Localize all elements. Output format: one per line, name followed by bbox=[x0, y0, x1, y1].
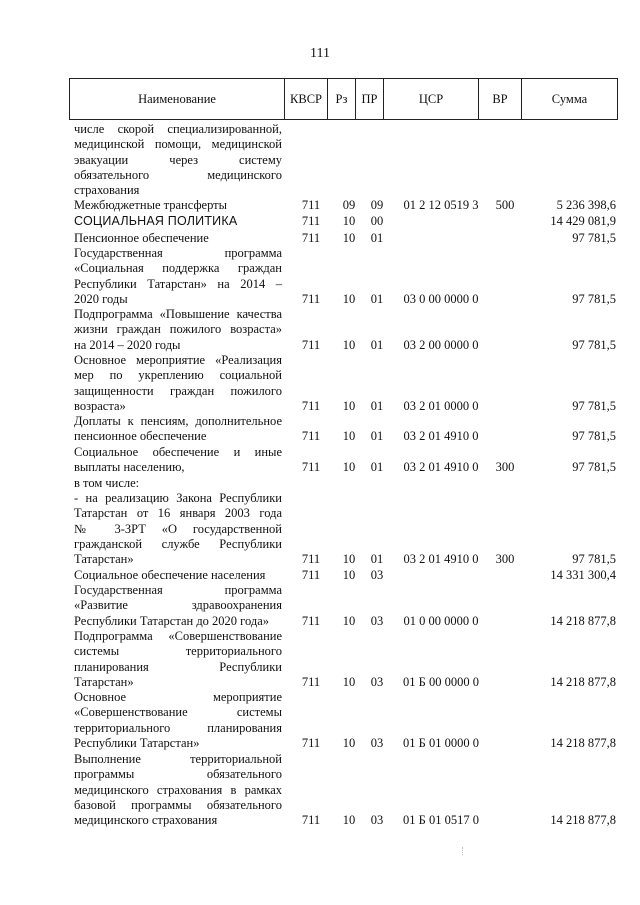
column-header-name: Наименование bbox=[70, 79, 285, 120]
row-name bbox=[74, 491, 282, 567]
row-name-line: «Совершенствование системы bbox=[74, 705, 282, 720]
row-pr: 03 bbox=[370, 568, 384, 582]
row-name-line: пенсионное обеспечение bbox=[74, 429, 207, 444]
row-pr: 03 bbox=[370, 813, 384, 828]
row-name-line: № 3-ЗРТ «О государственной bbox=[74, 521, 282, 536]
row-pr: 01 bbox=[370, 398, 384, 413]
row-pr: 01 bbox=[370, 291, 384, 306]
row-name-line: обязательного медицинского bbox=[74, 167, 282, 182]
row-sum: 97 781,5 bbox=[572, 337, 616, 352]
row-csr: 01 Б 00 0000 0 bbox=[403, 674, 479, 689]
row-name-line: Республики Татарстан до 2020 года» bbox=[74, 613, 270, 628]
row-kvsr: 711 bbox=[301, 674, 321, 689]
row-pr: 03 bbox=[370, 735, 384, 750]
row-name-line: Татарстан от 16 января 2003 года bbox=[74, 506, 282, 521]
row-name-line: числе скорой специализированной, bbox=[74, 122, 282, 136]
row-kvsr: 711 bbox=[301, 291, 321, 306]
row-sum: 14 218 877,8 bbox=[550, 674, 616, 689]
row-kvsr: 711 bbox=[301, 214, 321, 228]
row-kvsr: 711 bbox=[301, 398, 321, 413]
row-name-line: Государственная программа bbox=[74, 583, 282, 597]
row-rz: 10 bbox=[342, 291, 356, 306]
row-kvsr: 711 bbox=[301, 735, 321, 750]
row-csr: 03 0 00 0000 0 bbox=[403, 291, 479, 306]
row-name-line: Пенсионное обеспечение bbox=[74, 231, 209, 245]
row-name bbox=[74, 246, 282, 307]
row-name bbox=[74, 414, 282, 445]
row-name bbox=[74, 690, 282, 751]
row-name-line: Подпрограмма «Повышение качества bbox=[74, 307, 282, 321]
row-rz: 10 bbox=[342, 337, 356, 352]
row-name-line: жизни граждан пожилого возраста» bbox=[74, 322, 282, 337]
row-csr: 01 2 12 0519 3 bbox=[403, 198, 479, 212]
row-pr: 00 bbox=[370, 214, 384, 228]
row-name-line: Социальное обеспечение населения bbox=[74, 568, 266, 582]
row-sum: 14 218 877,8 bbox=[550, 813, 616, 828]
row-sum: 14 429 081,9 bbox=[550, 214, 616, 228]
table-row bbox=[0, 307, 640, 353]
row-name bbox=[74, 307, 282, 353]
row-name-line: Межбюджетные трансферты bbox=[74, 198, 228, 212]
row-rz: 10 bbox=[342, 460, 356, 475]
row-name-line: мер по укреплению социальной bbox=[74, 368, 282, 383]
row-name-line: Татарстан» bbox=[74, 552, 134, 567]
row-pr: 01 bbox=[370, 460, 384, 475]
row-name bbox=[74, 568, 282, 583]
table-row bbox=[0, 231, 640, 246]
table-row bbox=[0, 214, 640, 229]
row-sum: 14 331 300,4 bbox=[550, 568, 616, 582]
row-rz: 10 bbox=[342, 674, 356, 689]
table-row bbox=[0, 568, 640, 583]
row-rz: 10 bbox=[342, 398, 356, 413]
row-name bbox=[74, 476, 282, 491]
row-pr: 01 bbox=[370, 231, 384, 245]
row-kvsr: 711 bbox=[301, 613, 321, 628]
row-name bbox=[74, 353, 282, 414]
row-name-line: страхования bbox=[74, 183, 140, 198]
table-row bbox=[0, 414, 640, 445]
row-csr: 03 2 01 4910 0 bbox=[403, 460, 479, 475]
column-header-csr: ЦСР bbox=[384, 79, 479, 120]
row-sum: 97 781,5 bbox=[572, 398, 616, 413]
column-header-vr: ВР bbox=[479, 79, 522, 120]
row-name-line: Татарстан» bbox=[74, 674, 134, 689]
row-name-line: Республики Татарстан» bbox=[74, 735, 200, 750]
row-csr: 03 2 01 4910 0 bbox=[403, 552, 479, 567]
table-row bbox=[0, 353, 640, 414]
page-number: 111 bbox=[310, 46, 330, 61]
table-row bbox=[0, 476, 640, 491]
row-name-line: Основное мероприятие «Реализация bbox=[74, 353, 282, 367]
row-name-line: «Социальная поддержка граждан bbox=[74, 261, 282, 276]
row-rz: 10 bbox=[342, 568, 356, 582]
table-row bbox=[0, 198, 640, 213]
row-pr: 01 bbox=[370, 337, 384, 352]
table-row bbox=[0, 690, 640, 751]
row-csr: 03 2 00 0000 0 bbox=[403, 337, 479, 352]
row-kvsr: 711 bbox=[301, 231, 321, 245]
table-row bbox=[0, 629, 640, 690]
row-name-line: защищенности граждан пожилого bbox=[74, 383, 282, 398]
row-kvsr: 711 bbox=[301, 552, 321, 567]
row-sum: 97 781,5 bbox=[572, 552, 616, 567]
row-pr: 01 bbox=[370, 552, 384, 567]
row-name bbox=[74, 198, 282, 213]
row-pr: 03 bbox=[370, 613, 384, 628]
row-name-line: эвакуации через системy bbox=[74, 152, 282, 167]
row-name bbox=[74, 752, 282, 828]
row-name-line: программы обязательного bbox=[74, 767, 282, 782]
row-name-line: Основное мероприятие bbox=[74, 690, 282, 704]
row-name-line: - на реализацию Закона Республики bbox=[74, 491, 282, 505]
row-name-line: Республики Татарстан» на 2014 – bbox=[74, 276, 282, 291]
row-sum: 5 236 398,6 bbox=[556, 198, 616, 212]
row-pr: 01 bbox=[370, 429, 384, 444]
table-row bbox=[0, 752, 640, 829]
row-kvsr: 711 bbox=[301, 198, 321, 212]
row-sum: 97 781,5 bbox=[572, 291, 616, 306]
column-header-sum: Сумма bbox=[522, 79, 618, 120]
row-name-line: 2020 годы bbox=[74, 291, 128, 306]
row-rz: 10 bbox=[342, 214, 356, 228]
row-name bbox=[74, 629, 282, 690]
row-name-line: Доплаты к пенсиям, дополнительное bbox=[74, 414, 282, 428]
row-name-line: планирования Республики bbox=[74, 659, 282, 674]
row-csr: 03 2 01 0000 0 bbox=[403, 398, 479, 413]
row-name-line: медицинской помощи, медицинской bbox=[74, 137, 282, 152]
table-row bbox=[0, 491, 640, 568]
row-rz: 10 bbox=[342, 813, 356, 828]
row-name-line: Социальное обеспечение и иные bbox=[74, 445, 282, 459]
row-name-line: территориального планирования bbox=[74, 720, 282, 735]
row-csr: 03 2 01 4910 0 bbox=[403, 429, 479, 444]
row-rz: 10 bbox=[342, 429, 356, 444]
row-csr: 01 0 00 0000 0 bbox=[403, 613, 479, 628]
row-sum: 14 218 877,8 bbox=[550, 613, 616, 628]
scan-mark bbox=[462, 847, 464, 855]
row-name-line: выплаты населению, bbox=[74, 460, 185, 475]
row-name-line: «Развитие здравоохранения bbox=[74, 598, 282, 613]
row-name bbox=[74, 231, 282, 246]
row-name bbox=[74, 583, 282, 629]
row-pr: 03 bbox=[370, 674, 384, 689]
row-name-line: Подпрограмма «Совершенствование bbox=[74, 629, 282, 643]
row-rz: 10 bbox=[342, 231, 356, 245]
row-rz: 10 bbox=[342, 613, 356, 628]
row-pr: 09 bbox=[370, 198, 384, 212]
column-header-kvsr: КВСР bbox=[285, 79, 328, 120]
row-rz: 10 bbox=[342, 735, 356, 750]
row-name-line: Выполнение территориальной bbox=[74, 752, 282, 766]
row-name-line: возраста» bbox=[74, 398, 126, 413]
row-sum: 14 218 877,8 bbox=[550, 735, 616, 750]
row-vr: 500 bbox=[495, 198, 515, 212]
row-kvsr: 711 bbox=[301, 337, 321, 352]
table-row bbox=[0, 445, 640, 476]
row-kvsr: 711 bbox=[301, 460, 321, 475]
row-name-line: Государственная программа bbox=[74, 246, 282, 260]
table-row bbox=[0, 246, 640, 307]
column-header-rz: Рз bbox=[328, 79, 356, 120]
row-vr: 300 bbox=[495, 460, 515, 475]
row-name bbox=[74, 445, 282, 476]
row-name-line: гражданской службе Республики bbox=[74, 536, 282, 551]
row-name-line: в том числе: bbox=[74, 476, 140, 490]
row-rz: 10 bbox=[342, 552, 356, 567]
row-rz: 09 bbox=[342, 198, 356, 212]
row-kvsr: 711 bbox=[301, 429, 321, 444]
row-sum: 97 781,5 bbox=[572, 460, 616, 475]
row-name-line: системы территориального bbox=[74, 644, 282, 659]
row-vr: 300 bbox=[495, 552, 515, 567]
row-sum: 97 781,5 bbox=[572, 231, 616, 245]
row-name-line: базовой программы обязательного bbox=[74, 797, 282, 812]
table-row bbox=[0, 122, 640, 199]
row-name-line: СОЦИАЛЬНАЯ ПОЛИТИКА bbox=[74, 214, 238, 228]
row-csr: 01 Б 01 0000 0 bbox=[403, 735, 479, 750]
table-row bbox=[0, 583, 640, 629]
row-name bbox=[74, 214, 282, 229]
row-kvsr: 711 bbox=[301, 813, 321, 828]
row-csr: 01 Б 01 0517 0 bbox=[403, 813, 479, 828]
row-kvsr: 711 bbox=[301, 568, 321, 582]
row-name-line: медицинского страхования в рамках bbox=[74, 782, 282, 797]
row-name bbox=[74, 122, 282, 198]
row-sum: 97 781,5 bbox=[572, 429, 616, 444]
row-name-line: на 2014 – 2020 годы bbox=[74, 337, 181, 352]
row-name-line: медицинского страхования bbox=[74, 813, 218, 828]
column-header-pr: ПР bbox=[356, 79, 384, 120]
